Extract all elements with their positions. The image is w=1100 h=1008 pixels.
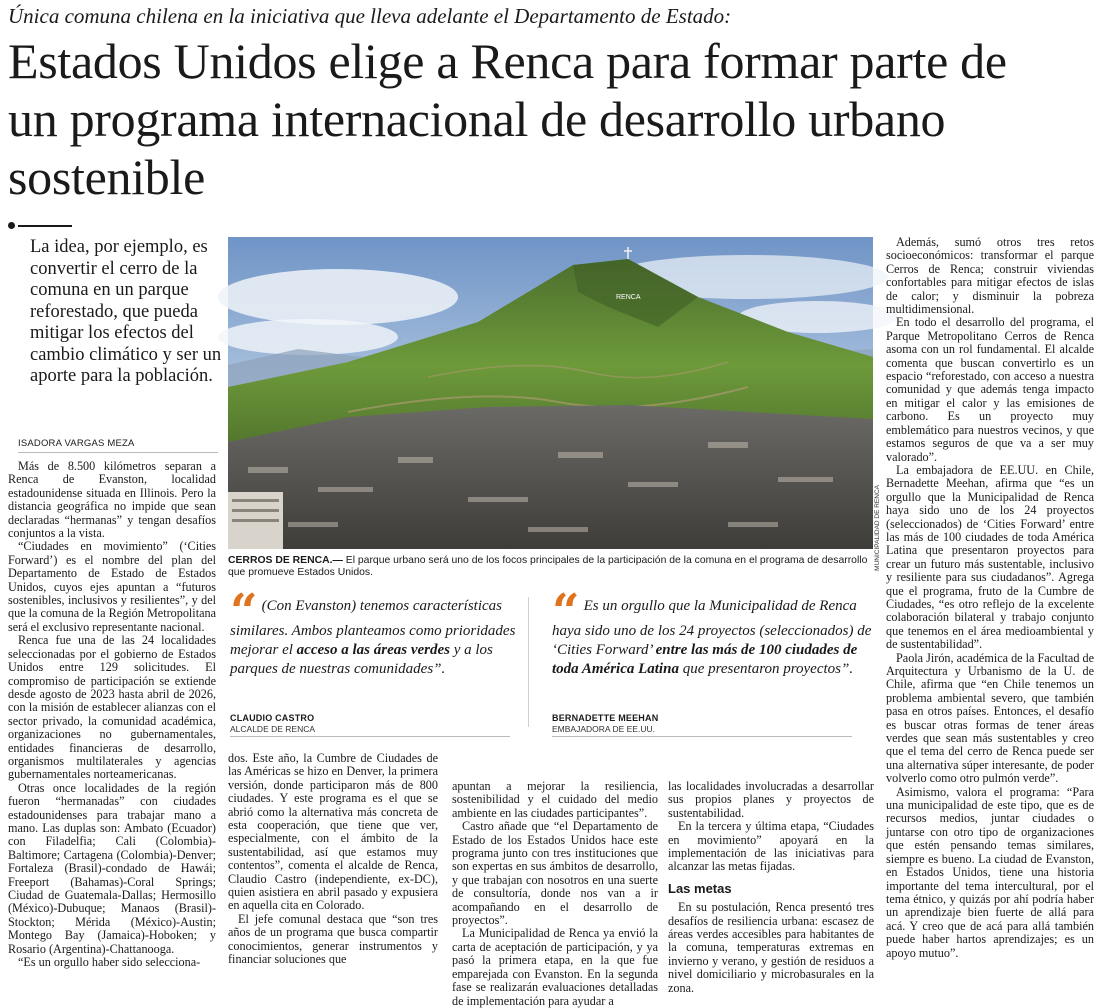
- cerro-renca-illustration: [228, 237, 873, 549]
- cloud: [218, 319, 398, 355]
- paragraph: dos. Este año, la Cumbre de Ciudades de las Américas se hizo en Denver, la primera versión, donde participaron más de 800 ciudades. Y este programa es el que se abrió como la alternativa más concreta de esta cooperación, que tiene que ver, especialmente, con el ámbito de la sustentabilidad, así que estamos muy contentos”, comenta el alcalde de Renca, Claudio Castro (independiente, ex-DC), quien asistiera en abril pasado y expusiera en aquella cita en Colorado.: [228, 751, 438, 913]
- paragraph: las localidades involucradas a desarrollar sus propios planes y proyectos de sustentabilidad.: [668, 779, 874, 820]
- quote-rule: [552, 736, 852, 737]
- byline-rule: [18, 452, 218, 453]
- paragraph: Castro añade que “el Departamento de Estado de los Estados Unidos hace este programa junto con tres instituciones que son expertas en sus ámbitos de desarrollo, y que trabajan con nosotros en una suerte de consultoría, donde nos van a ir acompañando en el desarrollo de proyectos”.: [452, 819, 658, 928]
- photo-credit: MUNICIPALIDAD DE RENCA: [874, 485, 881, 571]
- quote-author-name: BERNADETTE MEEHAN: [552, 713, 659, 723]
- body-column-1: [8, 460, 216, 982]
- quote-rule: [230, 736, 510, 737]
- lead-rule: [18, 225, 72, 227]
- cloud: [218, 269, 458, 325]
- body-column-5: [886, 236, 1094, 984]
- quote-emphasis: acceso a las áreas verdes: [296, 642, 450, 658]
- caption-label: CERROS DE RENCA.—: [228, 555, 343, 566]
- article-lead: La idea, por ejemplo, es convertir el cerro de la comuna en un parque reforestado, que pueda mitigar los efectos del cambio climático y ser un aporte para la población.: [30, 237, 222, 386]
- photo-caption: [228, 555, 878, 579]
- section-subhead: Las metas: [668, 880, 732, 896]
- body-column-2: [228, 752, 438, 982]
- paragraph: Asimismo, valora el programa: “Para una municipalidad de este tipo, que es de recursos medios, juntar ciudades o juntarse con otro tipo de organizaciones que estén pensando temas similares, siempre es bueno. La ciudad de Evanston, en Estados Unidos, tiene una historia importante del tema intercultural, por el tema étnico, y quizás por ahí podría haber un aprendizaje bien fuerte de allá para acá. Y creo que de acá para allá también puede haber hartos aprendizajes; es un apoyo mutuo”.: [886, 784, 1094, 960]
- quote-author-role: ALCALDE DE RENCA: [230, 724, 316, 734]
- paragraph: La Municipalidad de Renca ya envió la carta de aceptación de participación, y ya pasó la primera etapa, en la que fue emparejada con Evanston. En la segunda fase se realizarán evaluaciones detalladas de implementación para ayudar a: [452, 926, 658, 1008]
- article-kicker: Única comuna chilena en la iniciativa que lleva adelante el Departamento de Estado:: [8, 4, 732, 28]
- building-windows: [232, 499, 279, 502]
- body-column-4: [668, 779, 874, 995]
- paragraph: En su postulación, Renca presentó tres desafíos de resiliencia urbana: escasez de áreas verdes accesibles para habitantes de la comuna, temperaturas extremas en invierno y verano, y gestión de residuos a nivel domiciliario y microbasurales en la zona.: [668, 900, 874, 995]
- quote-emphasis: entre las más de 100 ciudades de toda América Latina: [552, 642, 858, 677]
- article-photo: [228, 237, 873, 549]
- quote-author-role: EMBAJADORA DE EE.UU.: [552, 724, 655, 734]
- quote-text: y a los parques de nuestras comunidades”.: [230, 642, 493, 677]
- quote-text: (Con Evanston) tenemos características similares. Ambos planteamos como prioridades mejorar el: [230, 598, 516, 658]
- body-column-3: [452, 779, 658, 1008]
- quote-mark-icon: “: [230, 584, 258, 640]
- paragraph: “Ciudades en movimiento” (‘Cities Forward’) es el nombre del plan del Departamento de Estado de Estados Unidos, cuyos ejes apuntan a “futuros sostenibles, inclusivos y resilientes”, y del que la comuna de la Región Metropolitana será el exclusivo representante nacional.: [8, 539, 216, 634]
- quote-text: Es un orgullo que la Municipalidad de Renca haya sido uno de los 24 proyectos (seleccionados) de ‘Cities Forward’: [552, 598, 872, 658]
- paragraph: El jefe comunal destaca que “son tres años de un programa que busca compartir conocimientos, generar instrumentos y financiar soluciones que: [228, 911, 438, 967]
- article-byline: ISADORA VARGAS MEZA: [18, 438, 135, 449]
- paragraph: Además, sumó otros tres retos socioeconómicos: transformar el parque Cerros de Renca; construir viviendas confortables para mitigar efectos de islas de calor; y disminuir la pobreza multidimensional.: [886, 235, 1094, 317]
- building-windows: [232, 509, 279, 512]
- quote-mark-icon: “: [552, 584, 580, 640]
- quote-author-name: CLAUDIO CASTRO: [230, 713, 315, 723]
- pull-quote-meehan: [552, 584, 872, 679]
- paragraph: Paola Jirón, académica de la Facultad de Arquitectura y Urbanismo de la U. de Chile, afirma que “en Chile tenemos un problema ambiental severo, que también pasa en otros países. Entonces, el desafío es buscar otras formas de tener áreas verdes que sean más sustentables y creo que el tema del cerro de Renca puede ser una alternativa súper interesante, de poder volverlo como otro pulmón verde”.: [886, 650, 1094, 786]
- renca-sign: RENCA: [616, 294, 641, 301]
- lead-bullet: [8, 222, 15, 229]
- quote-text: que presentaron proyectos”.: [678, 661, 854, 677]
- building-windows: [232, 519, 279, 522]
- paragraph: Más de 8.500 kilómetros separan a Renca de Evanston, localidad estadounidense situada en Illinois. Pero la distancia geográfica no impide que sean declaradas “hermanas” y tengan desafíos conjuntos a la vista.: [8, 459, 216, 541]
- paragraph: apuntan a mejorar la resiliencia, sostenibilidad y el cuidado del medio ambiente en las ciudades participantes”.: [452, 779, 658, 820]
- caption-text: El parque urbano será uno de los focos principales de la participación de la comuna en el programa de desarrollo que promueve Estados Unidos.: [228, 555, 868, 578]
- article-headline: Estados Unidos elige a Renca para formar parte de un programa internacional de desarrollo urbano sostenible: [8, 33, 1007, 205]
- quote-separator: [528, 597, 529, 727]
- paragraph: Renca fue una de las 24 localidades seleccionadas por el gobierno de Estados Unidos entre 129 solicitudes. El compromiso de participación se extiende desde agosto de 2023 hasta abril de 2026, con la misión de establecer alianzas con el sector privado, la comunidad académica, organizaciones no gubernamentales, entidades financieras de desarrollo, organismos multilaterales y agencias gubernamentales norteamericanas.: [8, 633, 216, 782]
- paragraph: La embajadora de EE.UU. en Chile, Bernadette Meehan, afirma que “es un orgullo que la Municipalidad de Renca haya sido uno de los 24 proyectos (seleccionados) de ‘Cities Forward’ entre las más de 100 ciudades de toda América Latina que presentaron proyectos para crear un futuro más sustentable, inclusivo y resiliente para sus ciudadanos”. Agrega que el programa, fruto de la Cumbre de Ciudades, “es otro reflejo de la excelente colaboración bilateral y trabajo conjunto que tenemos en el área medioambiental y de sustentabilidad”.: [886, 462, 1094, 652]
- paragraph: “Es un orgullo haber sido selecciona-: [18, 955, 201, 970]
- paragraph: Otras once localidades de la región fueron “hermanadas” con ciudades estadounidenses para trabajar mano a mano. Las duplas son: Ambato (Ecuador) con Filadelfia; Cali (Colombia)-Baltimore; Cartagena (Colombia)-Denver; Fortaleza (Brasil)-condado de Hawái; Freeport (Bahamas)-Coral Springs; Ciudad de Guatemala-Dallas; Hermosillo (México)-Dubuque; Manaos (Brasil)-Stockton; Mérida (México)-Austin; Montego Bay (Jamaica)-Hoboken; y Rosario (Argentina)-Chattanooga.: [8, 780, 216, 956]
- pull-quote-castro: [230, 584, 520, 679]
- paragraph: En todo el desarrollo del programa, el Parque Metropolitano Cerros de Renca asoma con un rol fundamental. El alcalde comenta que buscan convertirlo es un espacio “reforestado, con acceso a nuestra comunidad y que además tenga impacto en mitigar el calor y las emisiones de carbono. Es un proyecto muy emblemático para nuestros vecinos, y que estamos seguros de que va a ser muy valorado”.: [886, 315, 1094, 464]
- paragraph: En la tercera y última etapa, “Ciudades en movimiento” apoyará en la implementación de las iniciativas para alcanzar las metas fijadas.: [668, 819, 874, 874]
